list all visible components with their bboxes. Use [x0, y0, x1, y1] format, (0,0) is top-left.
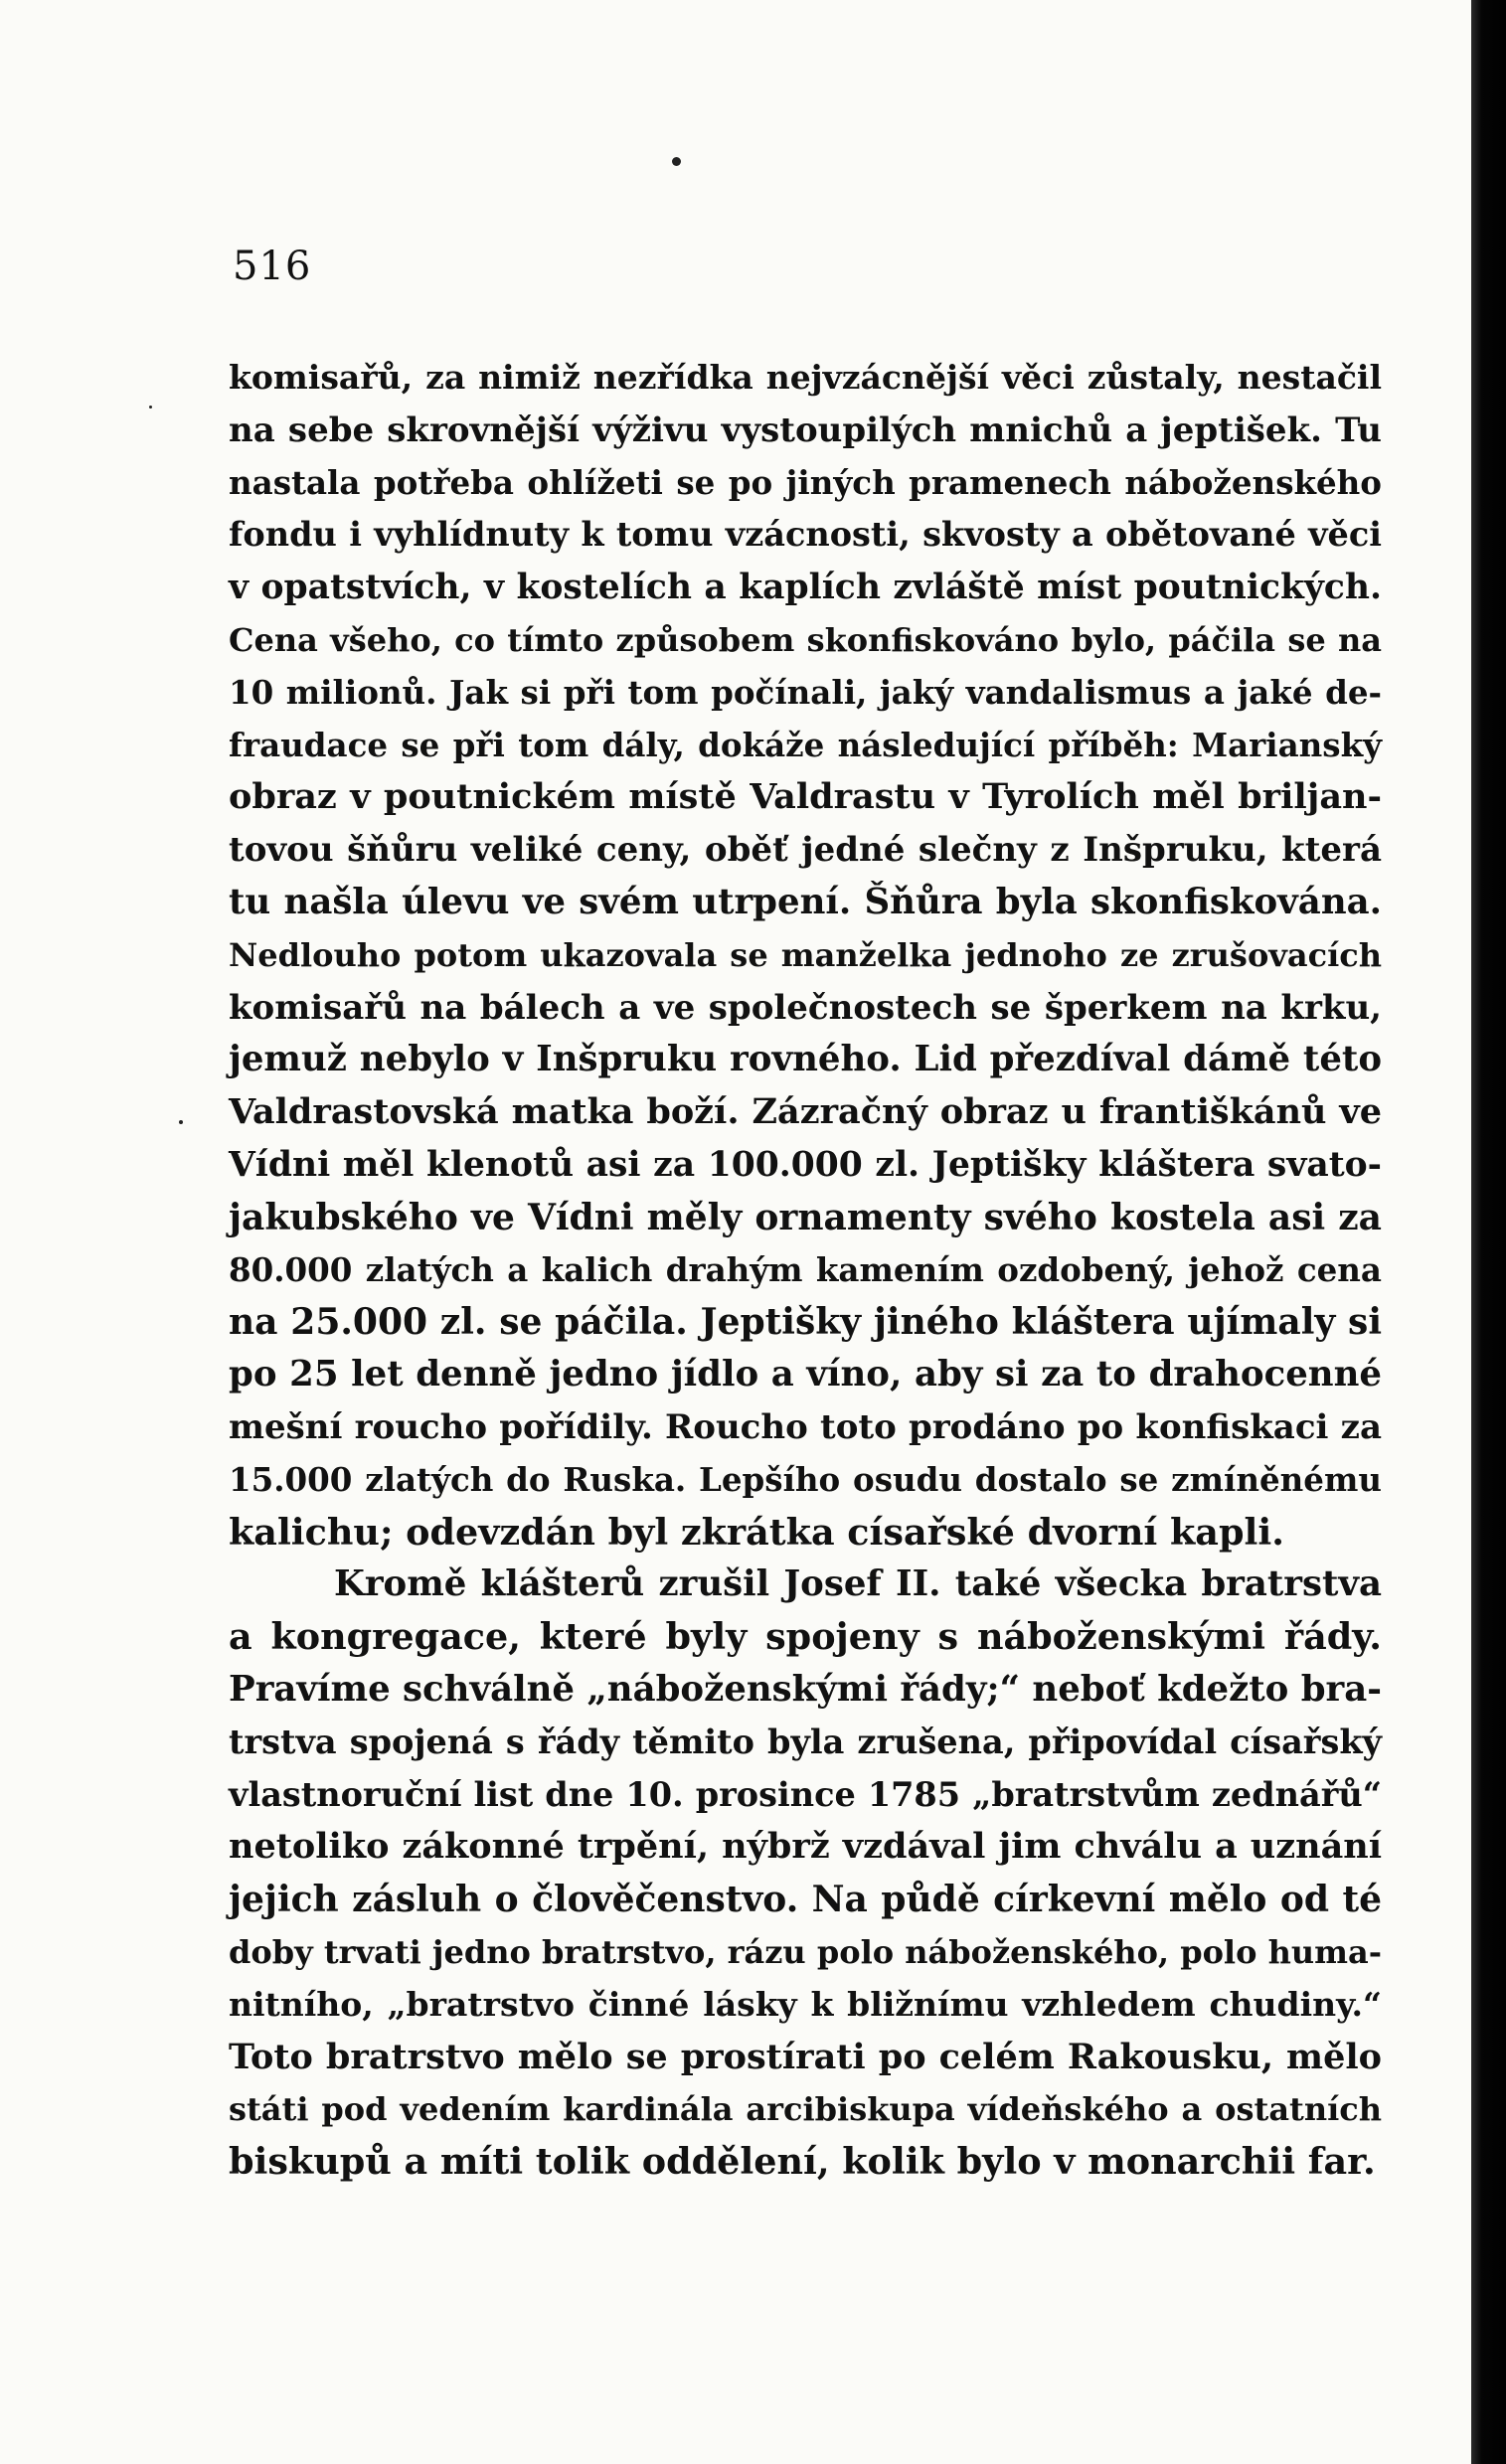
text-line: jakubského ve Vídni měly ornamenty svého kostela asi za — [229, 1196, 1382, 1238]
scan-edge-shadow — [1471, 0, 1506, 2464]
text-line: komisařů na bálech a ve společnostech se šperkem na krku, — [229, 987, 1382, 1028]
text-line: Nedlouho potom ukazovala se manželka jednoho ze zrušovacích — [229, 935, 1382, 974]
text-line: kalichu; odevzdán byl zkrátka císařské dvorní kapli. — [229, 1510, 1284, 1554]
text-line: 10 milionů. Jak si při tom počínali, jaký vandalismus a jaké de- — [229, 672, 1382, 712]
dust-speck — [672, 157, 681, 166]
text-line: trstva spojená s řády těmito byla zrušena, připovídal císařský — [229, 1722, 1382, 1761]
dust-speck — [149, 406, 152, 409]
text-line: na sebe skrovnější výživu vystoupilých mnichů a jeptišek. Tu — [229, 410, 1382, 450]
text-line: obraz v poutnickém místě Valdrastu v Tyrolích měl briljan- — [229, 776, 1382, 818]
page-number: 516 — [233, 244, 312, 289]
dust-speck — [179, 1120, 183, 1124]
text-line: Pravíme schválně „náboženskými řády;“ neboť kdežto bra- — [229, 1668, 1382, 1710]
text-line: Cena všeho, co tímto způsobem skonfiskováno bylo, páčila se na — [229, 620, 1382, 659]
text-line: nastala potřeba ohlížeti se po jiných pramenech náboženského — [229, 462, 1382, 502]
text-line: mešní roucho pořídily. Roucho toto prodáno po konfiskaci za — [229, 1406, 1382, 1447]
body-text — [229, 352, 1382, 2189]
text-line: 15.000 zlatých do Ruska. Lepšího osudu dostalo se zmíněnému — [229, 1459, 1382, 1499]
text-line: jemuž nebylo v Inšpruku rovného. Lid přezdíval dámě této — [229, 1039, 1382, 1080]
text-line: jejich zásluh o člověčenstvo. Na půdě církevní mělo od té — [229, 1879, 1382, 1921]
text-line: Valdrastovská matka boží. Zázračný obraz u františkánů ve — [229, 1091, 1382, 1133]
text-line: fondu i vyhlídnuty k tomu vzácnosti, skvosty a obětované věci — [229, 515, 1382, 555]
text-line: doby trvati jedno bratrstvo, rázu polo náboženského, polo huma- — [229, 1932, 1382, 1971]
text-line: nitního, „bratrstvo činné lásky k bližnímu vzhledem chudiny.“ — [229, 1984, 1382, 2024]
text-line: státi pod vedením kardinála arcibiskupa vídeňského a ostatních — [229, 2090, 1382, 2129]
text-line: vlastnoruční list dne 10. prosince 1785 „bratrstvům zednářů“ — [229, 1774, 1382, 1814]
text-line: Toto bratrstvo mělo se prostírati po celém Rakousku, mělo — [229, 2036, 1382, 2077]
text-line: 80.000 zlatých a kalich drahým kamením ozdobený, jehož cena — [229, 1249, 1382, 1289]
text-line: netoliko zákonné trpění, nýbrž vzdával jim chválu a uznání — [229, 1826, 1382, 1868]
text-line: v opatstvích, v kostelích a kaplích zvláště míst poutnických. — [229, 568, 1382, 608]
text-line: biskupů a míti tolik oddělení, kolik bylo v monarchii far. — [229, 2140, 1376, 2184]
text-line: po 25 let denně jedno jídlo a víno, aby si za to drahocenné — [229, 1354, 1382, 1396]
text-line: Kromě klášterů zrušil Josef II. také všecka bratrstva — [334, 1563, 1382, 1605]
text-line: a kongregace, které byly spojeny s náboženskými řády. — [229, 1615, 1382, 1659]
text-line: na 25.000 zl. se páčila. Jeptišky jiného kláštera ujímaly si — [229, 1301, 1382, 1344]
text-line: fraudace se při tom dály, dokáže následující příběh: Marianský — [229, 725, 1382, 764]
text-line: tu našla úlevu ve svém utrpení. Šňůra byla skonfiskována. — [229, 881, 1382, 922]
text-line: komisařů, za nimiž nezřídka nejvzácnější věci zůstaly, nestačil — [229, 358, 1382, 397]
text-line: tovou šňůru veliké ceny, oběť jedné slečny z Inšpruku, která — [229, 830, 1382, 871]
text-line: Vídni měl klenotů asi za 100.000 zl. Jeptišky kláštera svato- — [229, 1144, 1382, 1185]
